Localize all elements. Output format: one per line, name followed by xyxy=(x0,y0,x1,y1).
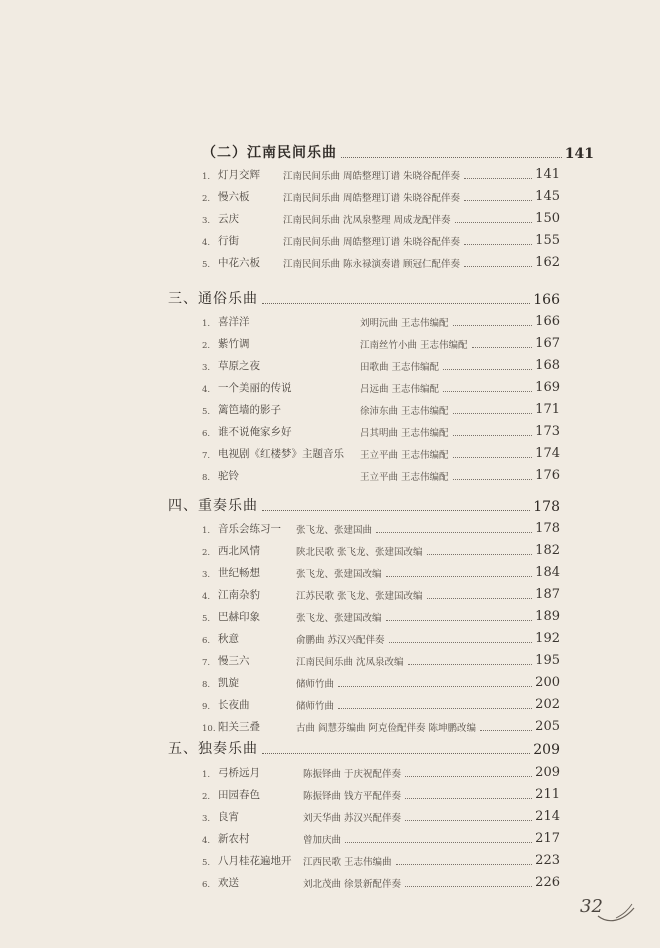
entry-title: 八月桂花遍地开 xyxy=(218,855,292,867)
entry-title: 紫竹调 xyxy=(218,338,250,350)
entry-title: 田园春色 xyxy=(218,789,260,801)
entry-page: 168 xyxy=(535,358,560,373)
toc-entry xyxy=(202,254,560,270)
section-heading xyxy=(168,495,560,515)
toc-entry xyxy=(202,313,560,329)
entry-title: 江南杂豹 xyxy=(218,589,260,601)
toc-entry xyxy=(202,210,560,226)
entry-author: 田歌曲 王志伟编配 xyxy=(360,362,440,373)
entry-page: 141 xyxy=(535,167,560,182)
dot-leader xyxy=(453,325,533,326)
entry-number: 3. xyxy=(202,363,211,373)
entry-page: 223 xyxy=(535,853,560,868)
entry-page: 217 xyxy=(535,831,560,846)
entry-author: 江南民间乐曲 周皓整理订谱 朱晓谷配伴奏 xyxy=(283,237,461,248)
dot-leader xyxy=(338,686,532,687)
toc-entry xyxy=(202,335,560,351)
toc-entry xyxy=(202,166,560,182)
dot-leader xyxy=(427,554,533,555)
entry-author: 王立平曲 王志伟编配 xyxy=(360,450,449,461)
dot-leader xyxy=(345,842,532,843)
entry-page: 182 xyxy=(535,543,560,558)
entry-title: 驼铃 xyxy=(218,470,239,482)
section-title: 三、通俗乐曲 xyxy=(168,291,258,307)
dot-leader xyxy=(405,886,532,887)
entry-title: 阳关三叠 xyxy=(218,721,260,733)
entry-page: 192 xyxy=(535,631,560,646)
entry-title: 巴赫印象 xyxy=(218,611,260,623)
entry-page: 226 xyxy=(535,875,560,890)
toc-entry xyxy=(202,542,560,558)
toc-entry xyxy=(202,586,560,602)
entry-author: 刘天华曲 苏汉兴配伴奏 xyxy=(303,813,402,824)
entry-title: 欢送 xyxy=(218,877,239,889)
entry-author: 刘明沅曲 王志伟编配 xyxy=(360,318,449,329)
entry-title: 一个美丽的传说 xyxy=(218,382,292,394)
dot-leader xyxy=(464,244,532,245)
entry-author: 陕北民歌 张飞龙、张建国改编 xyxy=(296,547,423,558)
toc-entry xyxy=(202,401,560,417)
toc-entry xyxy=(202,445,560,461)
entry-number: 5. xyxy=(202,260,211,270)
entry-number: 2. xyxy=(202,548,211,558)
dot-leader xyxy=(338,708,532,709)
entry-author: 吕远曲 王志伟编配 xyxy=(360,384,440,395)
dot-leader xyxy=(453,435,533,436)
entry-number: 2. xyxy=(202,194,211,204)
toc-entry xyxy=(202,520,560,536)
entry-author: 江南民间乐曲 沈凤泉整理 周成龙配伴奏 xyxy=(283,215,451,226)
entry-number: 5. xyxy=(202,407,211,417)
dot-leader xyxy=(396,864,533,865)
section-title: 四、重奏乐曲 xyxy=(168,498,258,514)
entry-page: 150 xyxy=(535,211,560,226)
dot-leader xyxy=(376,532,532,533)
entry-title: 喜洋洋 xyxy=(218,316,250,328)
entry-number: 8. xyxy=(202,473,211,483)
entry-author: 张飞龙、张建国改编 xyxy=(296,613,382,624)
toc-entry xyxy=(202,630,560,646)
entry-title: 篱笆墙的影子 xyxy=(218,404,281,416)
entry-page: 214 xyxy=(535,809,560,824)
entry-number: 7. xyxy=(202,451,211,461)
dot-leader xyxy=(405,820,532,821)
toc-entry xyxy=(202,379,560,395)
entry-author: 徐沛东曲 王志伟编配 xyxy=(360,406,449,417)
entry-title: 新农村 xyxy=(218,833,250,845)
dot-leader xyxy=(464,178,532,179)
dot-leader xyxy=(262,753,530,754)
toc-entry xyxy=(202,830,560,846)
entry-title: 音乐会练习一 xyxy=(218,523,281,535)
entry-title: 慢三六 xyxy=(218,655,250,667)
ornament-swirl-icon xyxy=(594,900,638,926)
entry-page: 209 xyxy=(535,765,560,780)
entry-page: 167 xyxy=(535,336,560,351)
entry-number: 3. xyxy=(202,814,211,824)
entry-author: 陈振铎曲 于庆祝配伴奏 xyxy=(303,769,402,780)
dot-leader xyxy=(341,157,562,158)
entry-author: 江南丝竹小曲 王志伟编配 xyxy=(360,340,468,351)
entry-page: 211 xyxy=(535,787,560,802)
entry-author: 曾加庆曲 xyxy=(303,835,342,846)
entry-author: 张飞龙、张建国改编 xyxy=(296,569,382,580)
entry-number: 1. xyxy=(202,526,211,536)
entry-number: 8. xyxy=(202,680,211,690)
toc-entry xyxy=(202,852,560,868)
toc-entry xyxy=(202,188,560,204)
toc-entry xyxy=(202,423,560,439)
toc-entry xyxy=(202,764,560,780)
entry-page: 189 xyxy=(535,609,560,624)
section-page: 141 xyxy=(564,146,594,162)
toc-entry xyxy=(202,696,560,712)
section-heading xyxy=(202,142,594,162)
section-title: 五、独奏乐曲 xyxy=(168,741,258,757)
entry-title: 世纪畅想 xyxy=(218,567,260,579)
entry-page: 162 xyxy=(535,255,560,270)
entry-page: 184 xyxy=(535,565,560,580)
dot-leader xyxy=(455,222,533,223)
entry-author: 江西民歌 王志伟编曲 xyxy=(303,857,392,868)
entry-title: 长夜曲 xyxy=(218,699,250,711)
entry-number: 4. xyxy=(202,238,211,248)
entry-page: 173 xyxy=(535,424,560,439)
entry-number: 10. xyxy=(202,724,216,734)
entry-author: 刘北茂曲 徐景新配伴奏 xyxy=(303,879,402,890)
dot-leader xyxy=(464,200,532,201)
entry-number: 6. xyxy=(202,429,211,439)
dot-leader xyxy=(386,576,533,577)
entry-author: 江苏民歌 张飞龙、张建国改编 xyxy=(296,591,423,602)
entry-author: 储师竹曲 xyxy=(296,679,335,690)
entry-number: 1. xyxy=(202,172,211,182)
entry-number: 1. xyxy=(202,319,211,329)
entry-title: 行街 xyxy=(218,235,239,247)
section-heading xyxy=(168,288,560,308)
entry-page: 187 xyxy=(535,587,560,602)
toc-entry xyxy=(202,652,560,668)
dot-leader xyxy=(480,730,532,731)
toc-entry xyxy=(202,718,560,734)
entry-page: 169 xyxy=(535,380,560,395)
entry-number: 5. xyxy=(202,614,211,624)
entry-author: 张飞龙、张建国曲 xyxy=(296,525,373,536)
toc-entry xyxy=(202,564,560,580)
dot-leader xyxy=(427,598,533,599)
entry-title: 西北风情 xyxy=(218,545,260,557)
entry-number: 6. xyxy=(202,880,211,890)
dot-leader xyxy=(405,798,532,799)
dot-leader xyxy=(262,510,530,511)
dot-leader xyxy=(453,413,533,414)
dot-leader xyxy=(464,266,532,267)
entry-author: 江南民间乐曲 陈永禄演奏谱 顾冠仁配伴奏 xyxy=(283,259,461,270)
toc-entry xyxy=(202,808,560,824)
entry-number: 2. xyxy=(202,341,211,351)
dot-leader xyxy=(386,620,533,621)
entry-author: 储师竹曲 xyxy=(296,701,335,712)
entry-title: 电视剧《红楼梦》主题音乐 xyxy=(218,448,344,460)
entry-title: 草原之夜 xyxy=(218,360,260,372)
entry-page: 155 xyxy=(535,233,560,248)
entry-title: 灯月交辉 xyxy=(218,169,260,181)
entry-page: 200 xyxy=(535,675,560,690)
entry-number: 4. xyxy=(202,592,211,602)
dot-leader xyxy=(453,457,533,458)
entry-number: 9. xyxy=(202,702,211,712)
entry-author: 陈振铎曲 钱方平配伴奏 xyxy=(303,791,402,802)
entry-author: 江南民间乐曲 周皓整理订谱 朱晓谷配伴奏 xyxy=(283,171,461,182)
entry-author: 王立平曲 王志伟编配 xyxy=(360,472,449,483)
entry-author: 俞鹏曲 苏汉兴配伴奏 xyxy=(296,635,385,646)
entry-number: 3. xyxy=(202,570,211,580)
dot-leader xyxy=(453,479,533,480)
entry-number: 6. xyxy=(202,636,211,646)
entry-title: 谁不说俺家乡好 xyxy=(218,426,292,438)
entry-page: 174 xyxy=(535,446,560,461)
entry-title: 凯旋 xyxy=(218,677,239,689)
dot-leader xyxy=(443,391,532,392)
entry-author: 江南民间乐曲 沈凤泉改编 xyxy=(296,657,404,668)
toc-entry xyxy=(202,786,560,802)
entry-page: 202 xyxy=(535,697,560,712)
entry-number: 2. xyxy=(202,792,211,802)
entry-title: 慢六板 xyxy=(218,191,250,203)
entry-page: 166 xyxy=(535,314,560,329)
dot-leader xyxy=(262,303,530,304)
entry-page: 171 xyxy=(535,402,560,417)
entry-number: 1. xyxy=(202,770,211,780)
entry-title: 中花六板 xyxy=(218,257,260,269)
entry-page: 195 xyxy=(535,653,560,668)
dot-leader xyxy=(443,369,532,370)
entry-number: 5. xyxy=(202,858,211,868)
section-title: （二）江南民间乐曲 xyxy=(202,145,337,161)
entry-title: 秋意 xyxy=(218,633,239,645)
toc-entry xyxy=(202,608,560,624)
entry-number: 7. xyxy=(202,658,211,668)
toc-entry xyxy=(202,674,560,690)
entry-author: 吕其明曲 王志伟编配 xyxy=(360,428,449,439)
entry-number: 4. xyxy=(202,836,211,846)
section-heading xyxy=(168,738,560,758)
toc-entry xyxy=(202,874,560,890)
entry-author: 古曲 阎慧芬编曲 阿克俭配伴奏 陈坤鹏改编 xyxy=(296,723,477,734)
dot-leader xyxy=(472,347,533,348)
section-page: 209 xyxy=(533,742,560,758)
toc-entry xyxy=(202,467,560,483)
entry-page: 176 xyxy=(535,468,560,483)
entry-page: 145 xyxy=(535,189,560,204)
dot-leader xyxy=(389,642,533,643)
entry-number: 3. xyxy=(202,216,211,226)
toc-entry xyxy=(202,357,560,373)
dot-leader xyxy=(405,776,532,777)
section-page: 166 xyxy=(533,292,560,308)
entry-title: 良宵 xyxy=(218,811,239,823)
section-page: 178 xyxy=(533,499,560,515)
entry-title: 弓桥远月 xyxy=(218,767,260,779)
toc-entry xyxy=(202,232,560,248)
entry-author: 江南民间乐曲 周皓整理订谱 朱晓谷配伴奏 xyxy=(283,193,461,204)
entry-page: 178 xyxy=(535,521,560,536)
dot-leader xyxy=(408,664,533,665)
page-number: 32 xyxy=(580,896,603,917)
entry-title: 云庆 xyxy=(218,213,239,225)
entry-page: 205 xyxy=(535,719,560,734)
entry-number: 4. xyxy=(202,385,211,395)
